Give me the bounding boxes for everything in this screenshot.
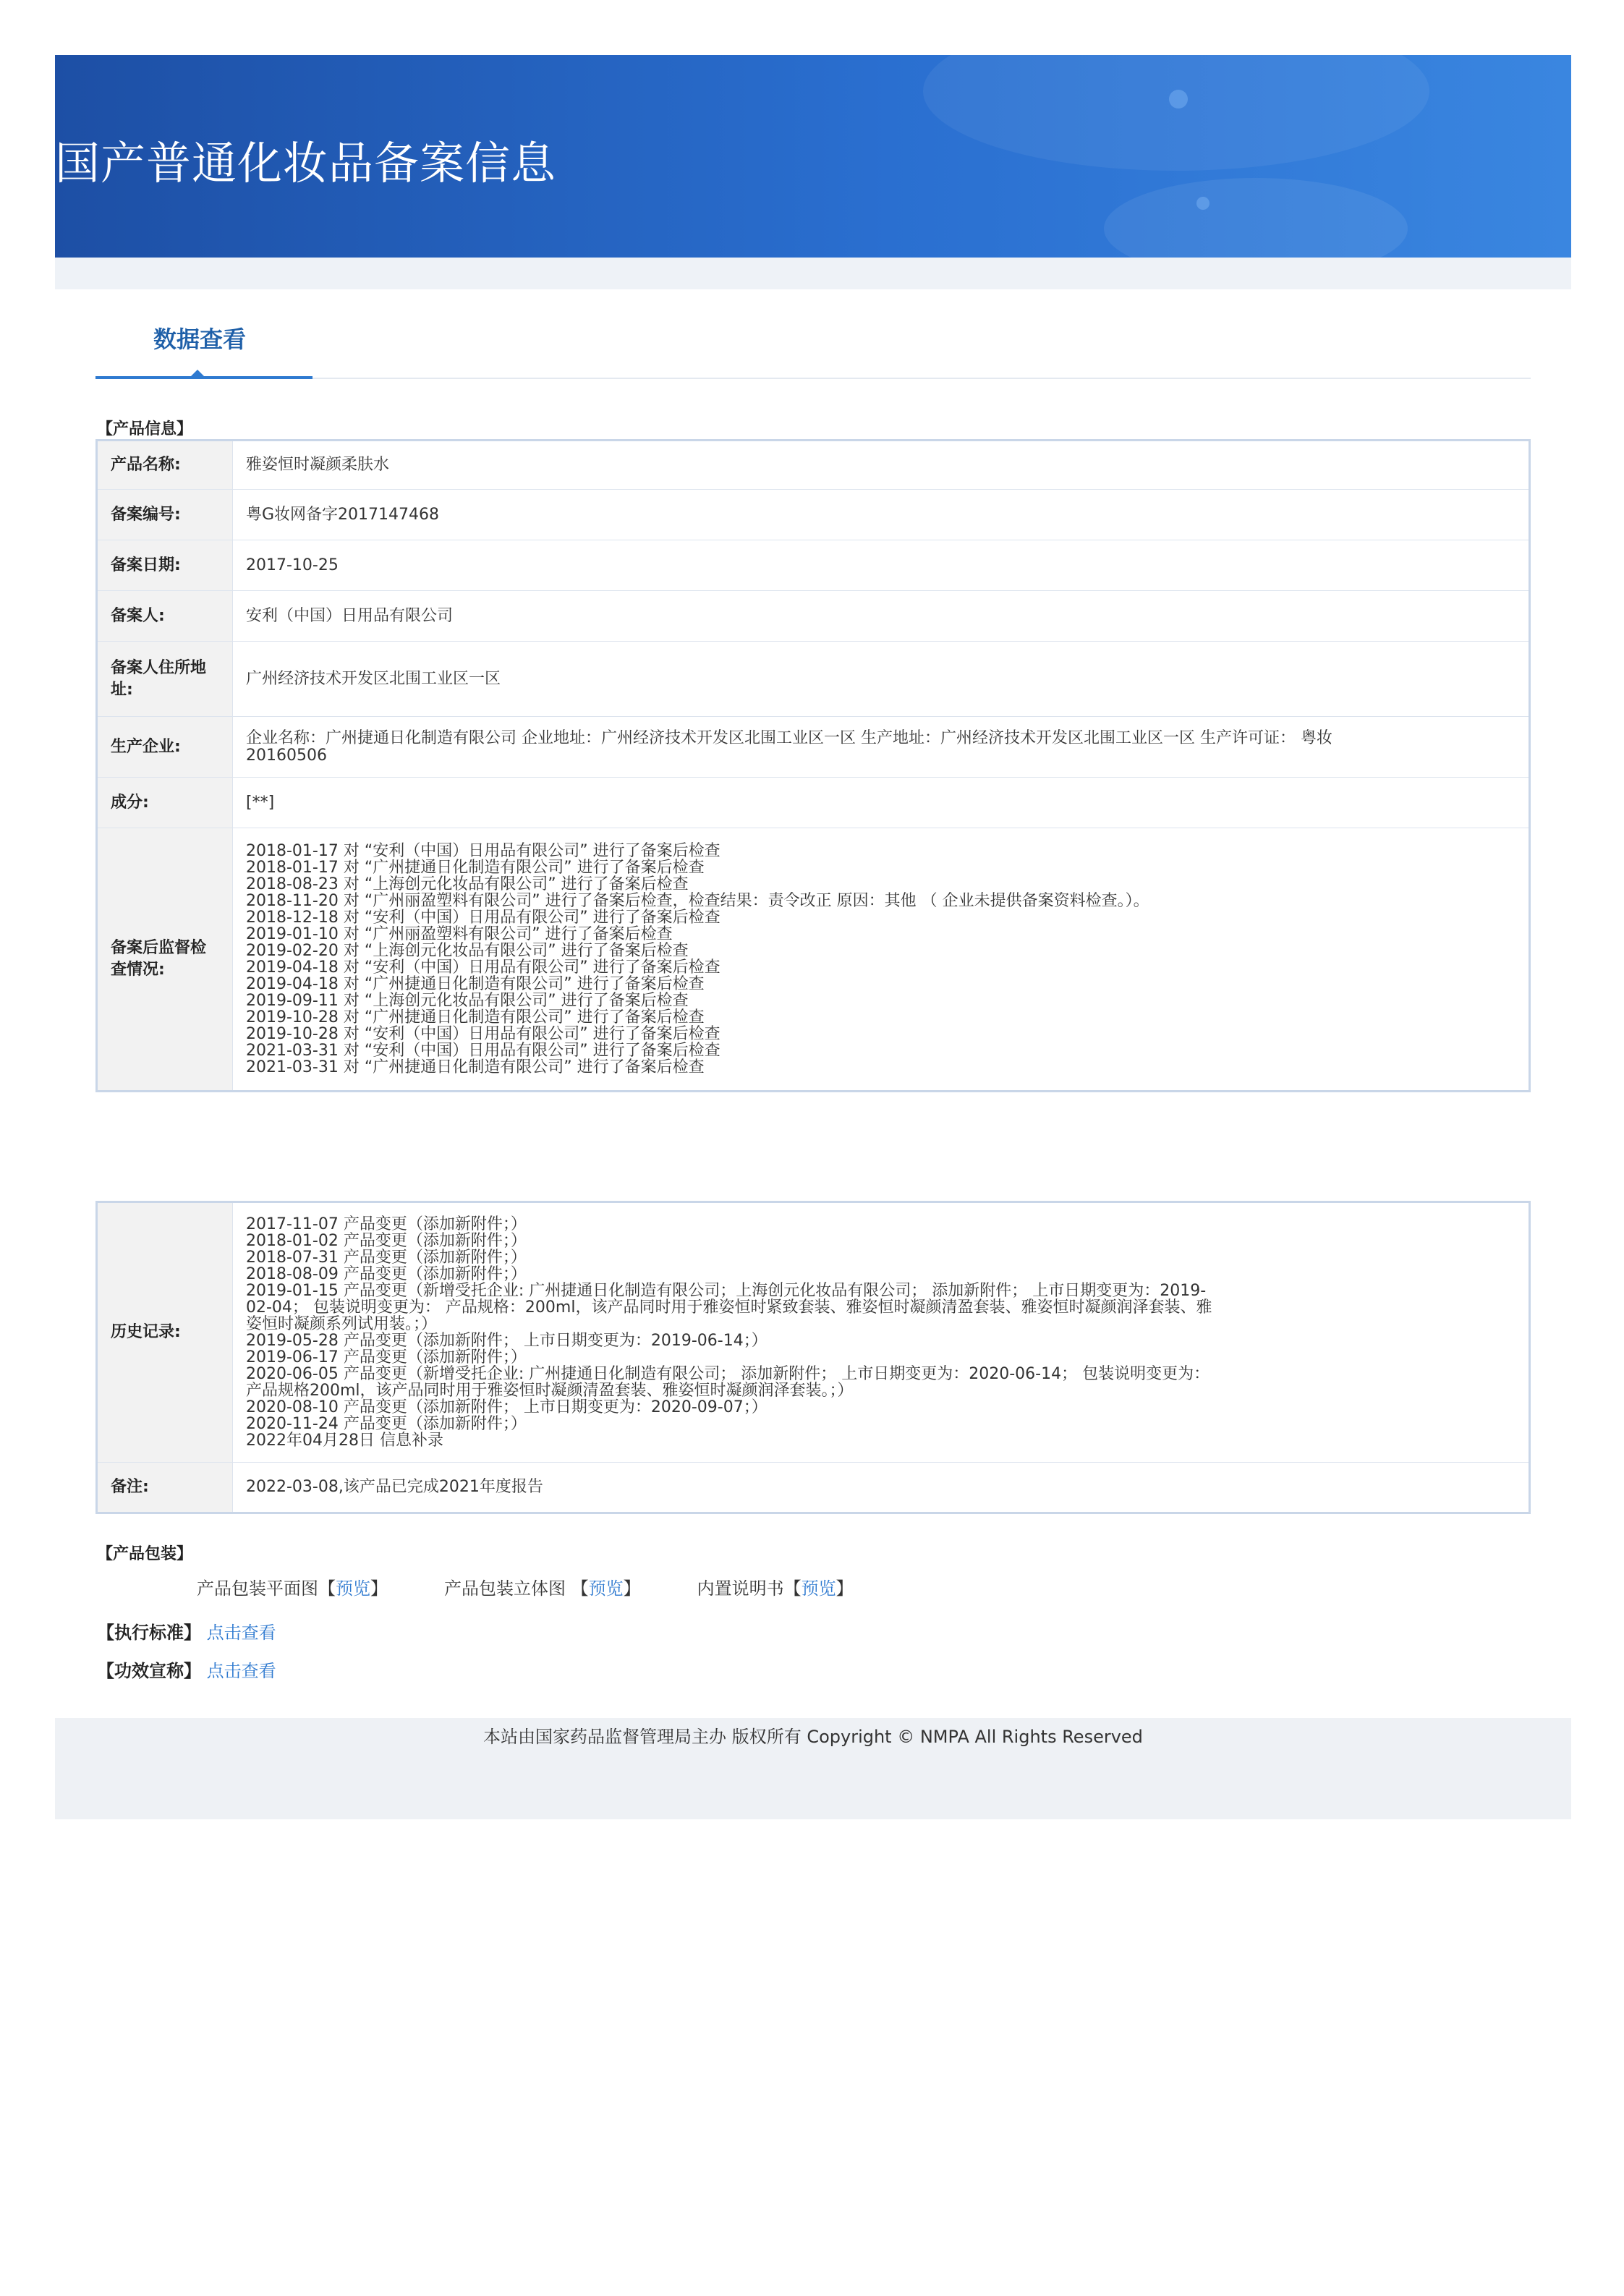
- list-item: 2019-01-10 对 “广州丽盈塑料有限公司” 进行了备案后检查: [246, 925, 673, 943]
- list-item: 2019-06-17 产品变更（添加新附件；）: [246, 1348, 527, 1366]
- list-item: 2020-06-05 产品变更（新增受托企业: 广州捷通日化制造有限公司； 添加新附件； 上市日期变更为：2020-06-14； 包装说明变更为：: [246, 1365, 1210, 1383]
- tab-caret-icon: [191, 370, 204, 376]
- list-item: 2019-04-18 对 “安利（中国）日用品有限公司” 进行了备案后检查: [246, 958, 720, 977]
- bracket: 【: [318, 1578, 336, 1599]
- efficacy-label: 【功效宣称】: [97, 1661, 201, 1681]
- list-item: 2018-08-23 对 “上海创元化妆品有限公司” 进行了备案后检查: [246, 875, 689, 893]
- footer: [55, 1718, 1571, 1819]
- banner-dot: [1196, 197, 1210, 210]
- row-key: 备案人住所地址:: [97, 642, 233, 717]
- preview-link[interactable]: 预览: [588, 1578, 624, 1599]
- list-item: 2021-03-31 对 “安利（中国）日用品有限公司” 进行了备案后检查: [246, 1042, 720, 1060]
- table-row: [97, 540, 1530, 591]
- list-item: 2020-08-10 产品变更（添加新附件； 上市日期变更为：2020-09-07；）: [246, 1398, 768, 1416]
- list-item: 2019-05-28 产品变更（添加新附件； 上市日期变更为：2019-06-14；）: [246, 1332, 768, 1350]
- page: [55, 55, 1571, 1819]
- packaging-label: 【产品包装】: [97, 1545, 193, 1563]
- packaging-row: [197, 1574, 1571, 1599]
- list-item: 2021-03-31 对 “广州捷通日化制造有限公司” 进行了备案后检查: [246, 1058, 705, 1076]
- product-info-label: 【产品信息】: [97, 420, 193, 438]
- tab-data-view[interactable]: 数据查看: [153, 326, 247, 353]
- efficacy-row: [97, 1657, 1571, 1682]
- table-row: [97, 828, 1530, 1092]
- packaging-item: [697, 1574, 854, 1599]
- list-item: 2018-01-17 对 “安利（中国）日用品有限公司” 进行了备案后检查: [246, 842, 720, 860]
- table-row: [97, 642, 1530, 717]
- list-item: 2019-09-11 对 “上海创元化妆品有限公司” 进行了备案后检查: [246, 992, 689, 1010]
- row-key: 生产企业:: [97, 717, 233, 778]
- banner-decoration: [1104, 178, 1408, 258]
- list-item: 2022年04月28日 信息补录: [246, 1432, 443, 1450]
- bracket: 】: [836, 1578, 854, 1599]
- preview-link[interactable]: 预览: [336, 1578, 370, 1599]
- bracket: 】: [370, 1578, 388, 1599]
- preview-link[interactable]: 预览: [801, 1578, 836, 1599]
- header-banner: [55, 55, 1571, 258]
- row-key: 备案人:: [97, 591, 233, 642]
- product-info-table: [95, 439, 1531, 1092]
- list-item: 姿恒时凝颜系列试用装。；）: [246, 1315, 438, 1333]
- row-value: 2022-03-08,该产品已完成2021年度报告: [233, 1463, 1530, 1513]
- list-item: 2018-12-18 对 “安利（中国）日用品有限公司” 进行了备案后检查: [246, 909, 720, 927]
- table-row: [97, 1202, 1530, 1463]
- table-row: [97, 591, 1530, 642]
- packaging-item-label: 产品包装平面图: [197, 1578, 318, 1599]
- row-key: 备案日期:: [97, 540, 233, 591]
- table-row: [97, 490, 1530, 540]
- bracket: 【: [783, 1578, 802, 1599]
- list-item: 产品规格200ml，该产品同时用于雅姿恒时凝颜清盈套装、雅姿恒时凝颜润泽套装。；）: [246, 1382, 854, 1400]
- list-item: 2018-08-09 产品变更（添加新附件；）: [246, 1265, 527, 1283]
- row-key: 成分:: [97, 778, 233, 828]
- table-row: [97, 1463, 1530, 1513]
- standards-link[interactable]: 点击查看: [206, 1623, 276, 1643]
- packaging-item-label: 产品包装立体图: [444, 1578, 571, 1599]
- table-row: [97, 441, 1530, 490]
- packaging-item: [197, 1574, 388, 1599]
- list-item: 2018-01-02 产品变更（添加新附件；）: [246, 1232, 527, 1250]
- banner-decoration: [923, 55, 1429, 171]
- efficacy-link[interactable]: 点击查看: [206, 1661, 276, 1681]
- standards-label: 【执行标准】: [97, 1623, 201, 1643]
- row-key: 备案后监督检查情况:: [97, 828, 233, 1092]
- page-title: 国产普通化妆品备案信息: [55, 137, 557, 190]
- packaging-item: [444, 1574, 641, 1599]
- row-value: 企业名称：广州捷通日化制造有限公司 企业地址：广州经济技术开发区北围工业区一区 生产地址：广州经济技术开发区北围工业区一区 生产许可证： 粤妆20160506: [233, 717, 1530, 778]
- list-item: 2017-11-07 产品变更（添加新附件；）: [246, 1215, 527, 1233]
- row-value: 粤G妆网备字2017147468: [233, 490, 1530, 540]
- table-row: [97, 717, 1530, 778]
- row-value: 广州经济技术开发区北围工业区一区: [233, 642, 1530, 717]
- footer-copyright: 本站由国家药品监督管理局主办 版权所有 Copyright © NMPA All Rights Reserved: [483, 1727, 1143, 1747]
- row-key: 备案编号:: [97, 490, 233, 540]
- tab-bar: [95, 289, 1531, 379]
- list-item: 2018-11-20 对 “广州丽盈塑料有限公司” 进行了备案后检查，检查结果：责令改正 原因：其他 （ 企业未提供备案资料检查。）。: [246, 892, 1149, 910]
- list-item: 2018-07-31 产品变更（添加新附件；）: [246, 1249, 527, 1267]
- row-value: [**]: [233, 778, 1530, 828]
- subheader-bar: [55, 258, 1571, 289]
- tab-active-underline: [95, 376, 313, 379]
- banner-dot: [1169, 90, 1188, 109]
- list-item: 2020-11-24 产品变更（添加新附件；）: [246, 1415, 527, 1433]
- standards-row: [97, 1618, 1571, 1644]
- list-item: 2019-10-28 对 “广州捷通日化制造有限公司” 进行了备案后检查: [246, 1008, 705, 1026]
- list-item: 2019-04-18 对 “广州捷通日化制造有限公司” 进行了备案后检查: [246, 975, 705, 993]
- list-item: 02-04； 包装说明变更为： 产品规格：200ml，该产品同时用于雅姿恒时紧致套装、雅姿恒时凝颜清盈套装、雅姿恒时凝颜润泽套装、雅: [246, 1298, 1212, 1317]
- bracket: 】: [623, 1578, 641, 1599]
- inspection-list: [233, 828, 1530, 1092]
- row-key: 备注:: [97, 1463, 233, 1513]
- row-key: 历史记录:: [97, 1202, 233, 1463]
- row-key: 产品名称:: [97, 441, 233, 490]
- packaging-item-label: 内置说明书: [697, 1578, 784, 1599]
- history-table: [95, 1201, 1531, 1514]
- list-item: 2019-01-15 产品变更（新增受托企业: 广州捷通日化制造有限公司；上海创元化妆品有限公司； 添加新附件； 上市日期变更为：2019-: [246, 1282, 1207, 1300]
- table-row: [97, 778, 1530, 828]
- row-value: 雅姿恒时凝颜柔肤水: [233, 441, 1530, 490]
- bracket: 【: [571, 1578, 589, 1599]
- row-value: 安利（中国）日用品有限公司: [233, 591, 1530, 642]
- history-list: [233, 1202, 1530, 1463]
- list-item: 2018-01-17 对 “广州捷通日化制造有限公司” 进行了备案后检查: [246, 859, 705, 877]
- list-item: 2019-02-20 对 “上海创元化妆品有限公司” 进行了备案后检查: [246, 942, 689, 960]
- list-item: 2019-10-28 对 “安利（中国）日用品有限公司” 进行了备案后检查: [246, 1025, 720, 1043]
- row-value: 2017-10-25: [233, 540, 1530, 591]
